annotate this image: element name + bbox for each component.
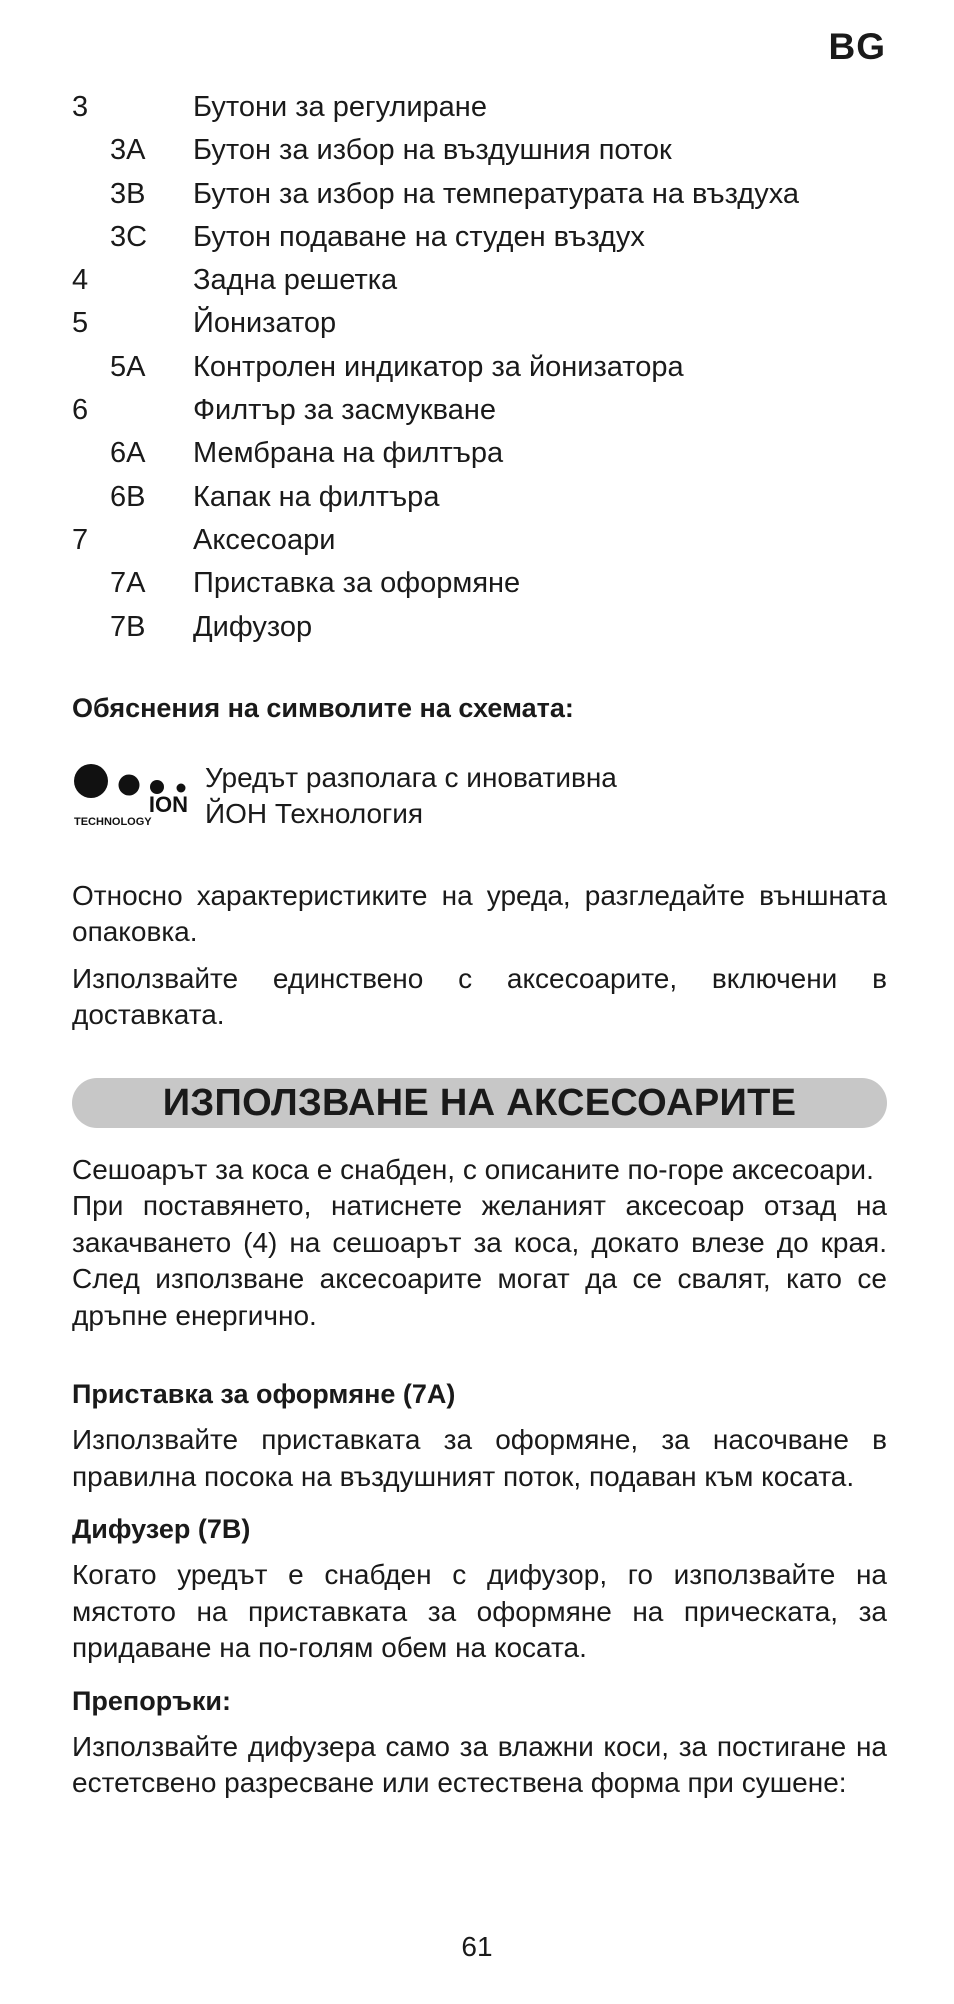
part-number: 6B [110,480,146,513]
parts-list-item [72,476,887,519]
part-label: Филтър за засмукване [193,394,496,427]
part-label: Бутон за избор на температурата на въздуха [193,177,799,210]
ion-description-line-2: ЙОН Технология [205,797,424,829]
parts-list-item [72,562,887,605]
part-number: 7B [110,610,146,643]
part-label: Задна решетка [193,264,398,297]
part-number: 3 [72,91,89,123]
parts-list-item [72,519,887,562]
ion-symbol-row [72,760,887,830]
part-label: Аксесоари [193,523,336,556]
part-number: 3B [110,177,146,210]
part-number: 7 [72,523,89,556]
parts-list-item [72,302,887,345]
part-number: 5 [72,307,89,340]
parts-list-item [72,129,887,172]
part-label: Бутон за избор на въздушния поток [193,134,672,167]
language-code: BG [828,26,886,67]
part-label: Мембрана на филтъра [193,437,504,470]
part-number: 3A [110,134,146,167]
ion-word: ION [148,791,188,817]
parts-list-item [72,86,887,129]
section-title-banner: ИЗПОЛЗВАНЕ НА АКСЕСОАРИТЕ [72,1078,887,1128]
accessories-note: Използвайте единствено с аксесоарите, включени в доставката. [72,962,887,1031]
part-number: 6 [72,394,89,427]
parts-list-item [72,606,887,649]
ion-technology-icon [72,762,190,828]
fitting-instructions: При поставянето, натиснете желаният аксесоар отзад на закачването (4) на сешоарът за коса, докато влезе до края. След използване аксесоарите могат да се свалят, като се дръпне енергично. [72,1190,887,1331]
parts-list-item [72,173,887,216]
part-number: 5A [110,350,146,383]
page-number: 61 [461,1931,493,1962]
diffuser-heading: Дифузер (7B) [72,1514,251,1545]
parts-list [72,86,887,649]
part-label: Дифузор [193,610,313,643]
parts-list-item [72,259,887,302]
symbols-heading: Обяснения на символите на схемата: [72,692,574,723]
parts-list-item [72,432,887,475]
diffuser-text: Когато уредът е снабден с дифузор, го използвайте на мястото на приставката за оформяне на прическата, за придаване на по-голям обем на косата. [72,1559,887,1664]
part-label: Бутони за регулиране [193,91,487,123]
ion-symbol-description [205,760,617,832]
page-content [72,86,887,1802]
part-number: 7A [110,567,146,600]
ion-caption: TECHNOLOGY [74,815,152,828]
parts-list-item [72,389,887,432]
recommendations-heading: Препоръки: [72,1685,231,1716]
recommendations-text: Използвайте дифузера само за влажни коси, за постигане на естетсвено разресване или естествена форма при сушене: [72,1730,887,1799]
part-label: Капак на филтъра [193,480,440,513]
parts-list-item [72,346,887,389]
characteristics-note: Относно характеристиките на уреда, разгледайте външната опаковка. [72,879,887,948]
styling-nozzle-text: Използвайте приставката за оформяне, за насочване в правилна посока на въздушният поток, подаван към косата. [72,1424,887,1492]
section-intro: Сешоарът за коса е снабден, с описаните по-горе аксесоари. [72,1153,874,1185]
part-label: Приставка за оформяне [193,567,521,600]
part-number: 4 [72,264,89,297]
ion-large-dot [74,764,108,798]
ion-medium-dot [119,774,140,795]
parts-list-item [72,216,887,259]
ion-description-line-1: Уредът разполага с иновативна [205,761,617,793]
styling-nozzle-heading: Приставка за оформяне (7A) [72,1379,456,1410]
part-label: Йонизатор [193,307,337,340]
part-label: Контролен индикатор за йонизатора [193,350,684,383]
part-number: 3C [110,220,148,253]
part-number: 6A [110,437,146,470]
part-label: Бутон подаване на студен въздух [193,220,645,253]
